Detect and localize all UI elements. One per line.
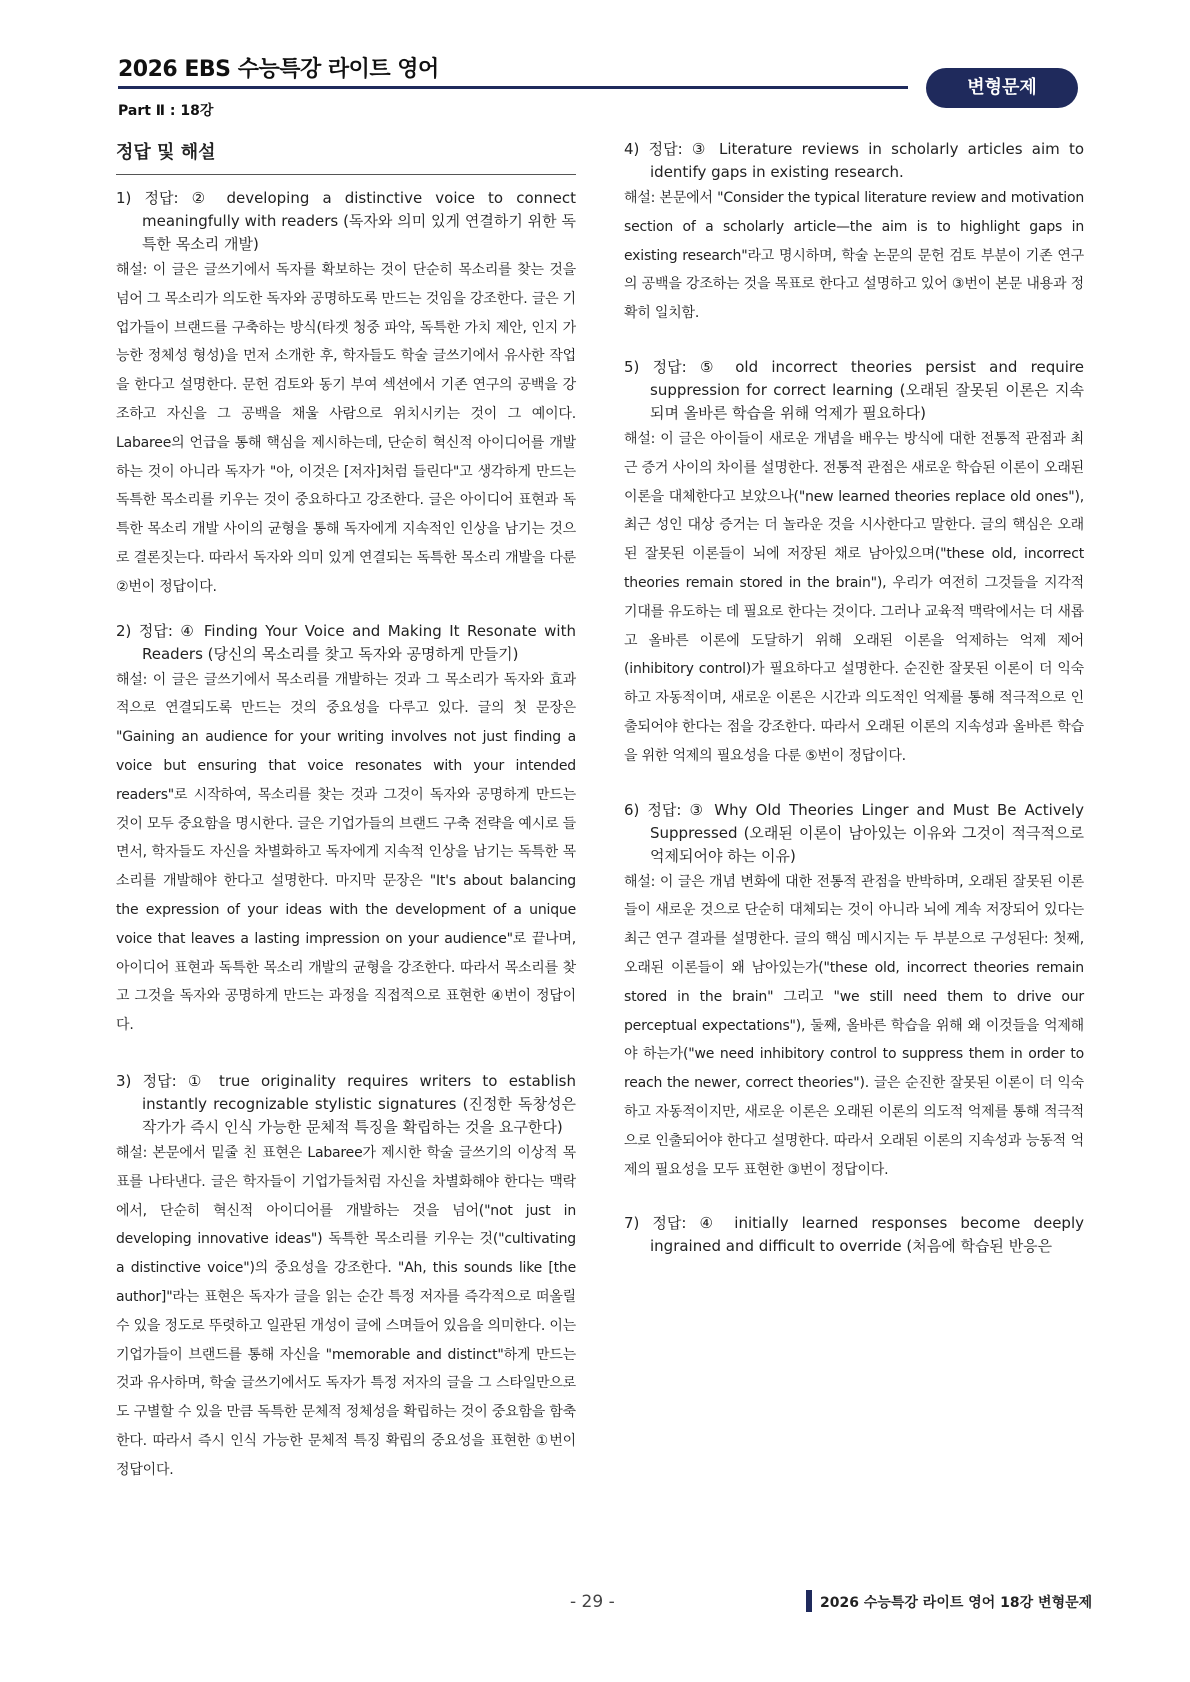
- answer-item-5: [624, 356, 1084, 771]
- part-label: Part Ⅱ : 18강: [118, 103, 214, 119]
- answer-item-3: [116, 1070, 576, 1485]
- explanation: 해설: 이 글은 아이들이 새로운 개념을 배우는 방식에 대한 전통적 관점과 최근 증거 사이의 차이를 설명한다. 전통적 관점은 새로운 학습된 이론이 오래된 이론을 대체한다고 보았으나("new learned theories replace old ones"), 최근 성인 대상 증거는 더 놀라운 것을 시사한다고 말한다. 글의 핵심은 오래된 잘못된 이론들이 뇌에 저장된 채로 남아있으며("these old, incorrect theories remain stored in the brain"), 우리가 여전히 그것들을 지각적 기대를 유도하는 데 필요로 한다는 것이다. 그러나 교육적 맥락에서는 더 새롭고 올바른 이론에 도달하기 위해 오래된 이론을 억제하는 억제 제어(inhibitory control)가 필요하다고 설명한다. 순진한 잘못된 이론이 더 익숙하고 자동적이며, 새로운 이론은 시간과 의도적인 억제를 통해 적극적으로 인출되어야 한다는 점을 강조한다. 따라서 오래된 이론의 지속성과 올바른 학습을 위한 억제의 필요성을 다룬 ⑤번이 정답이다.: [624, 430, 1084, 764]
- explanation: 해설: 이 글은 개념 변화에 대한 전통적 관점을 반박하며, 오래된 잘못된 이론들이 새로운 것으로 단순히 대체되는 것이 아니라 뇌에 계속 저장되어 있다는 최근 연구 결과를 설명한다. 글의 핵심 메시지는 두 부분으로 구성된다: 첫째, 오래된 이론들이 왜 남아있는가("these old, incorrect theories remain stored in the brain" 그리고 "we still need them to drive our perceptual expectations"), 둘째, 올바른 학습을 위해 왜 이것들을 억제해야 하는가("we need inhibitory control to suppress them in order to reach the newer, correct theories"). 글은 순진한 잘못된 이론이 더 익숙하고 자동적이지만, 새로운 이론은 오래된 이론의 의도적 억제를 통해 적극적으로 인출되어야 한다고 설명한다. 따라서 오래된 이론의 지속성과 능동적 억제의 필요성을 모두 표현한 ③번이 정답이다.: [624, 873, 1084, 1178]
- page-number: - 29 -: [570, 1592, 615, 1612]
- answer-line: 6) 정답: ③ Why Old Theories Linger and Must Be Actively Suppressed (오래된 이론이 남아있는 이유와 그것이 적극적으로 억제되어야 하는 이유): [624, 800, 1084, 865]
- answer-line: 3) 정답: ① true originality requires writers to establish instantly recognizable stylistic signatures (진정한 독창성은 작가가 즉시 인식 가능한 문체적 특징을 확립하는 것을 요구한다): [116, 1071, 576, 1136]
- section-title: 정답 및 해설: [116, 138, 576, 175]
- section-badge: 변형문제: [926, 68, 1078, 108]
- left-column: [116, 138, 576, 1484]
- answer-item-7: [624, 1212, 1084, 1258]
- explanation: 해설: 본문에서 밑줄 친 표현은 Labaree가 제시한 학술 글쓰기의 이상적 목표를 나타낸다. 글은 학자들이 기업가들처럼 자신을 차별화해야 한다는 맥락에서, 단순히 혁신적 아이디어를 개발하는 것을 넘어("not just in developing innovative ideas") 독특한 목소리를 키우는 것("cultivating a distinctive voice")의 중요성을 강조한다. "Ah, this sounds like [the author]"라는 표현은 독자가 글을 읽는 순간 특정 저자를 즉각적으로 떠올릴 수 있을 정도로 뚜렷하고 일관된 개성이 글에 스며들어 있음을 의미한다. 이는 기업가들이 브랜드를 통해 자신을 "memorable and distinct"하게 만드는 것과 유사하며, 학술 글쓰기에서도 독자가 특정 저자의 글을 그 스타일만으로도 구별할 수 있을 만큼 독특한 문체적 정체성을 확립하는 것이 중요함을 함축한다. 따라서 즉시 인식 가능한 문체적 특징 확립의 중요성을 표현한 ①번이 정답이다.: [116, 1144, 576, 1478]
- header-rule: [118, 86, 908, 89]
- answer-line: 1) 정답: ② developing a distinctive voice to connect meaningfully with readers (독자와 의미 있게 연결하기 위한 독특한 목소리 개발): [116, 189, 576, 253]
- explanation: 해설: 본문에서 "Consider the typical literature review and motivation section of a scholarly article—the aim is to highlight gaps in existing research"라고 명시하며, 학술 논문의 문헌 검토 부분이 기존 연구의 공백을 강조하는 것을 목표로 한다고 설명하고 있어 ③번이 본문 내용과 정확히 일치함.: [624, 190, 1084, 322]
- answer-item-1: [116, 187, 576, 602]
- answer-line: 4) 정답: ③ Literature reviews in scholarly articles aim to identify gaps in existing research.: [624, 140, 1084, 181]
- footer-marker: [806, 1590, 812, 1612]
- document-title: 2026 EBS 수능특강 라이트 영어: [118, 57, 439, 82]
- answer-line: 2) 정답: ④ Finding Your Voice and Making It Resonate with Readers (당신의 목소리를 찾고 독자와 공명하게 만들기): [116, 621, 576, 663]
- answer-line: 7) 정답: ④ initially learned responses become deeply ingrained and difficult to override (처음에 학습된 반응은: [624, 1214, 1084, 1256]
- answer-item-4: [624, 138, 1084, 328]
- right-column: [624, 138, 1084, 1258]
- answer-item-2: [116, 620, 576, 1040]
- answer-line: 5) 정답: ⑤ old incorrect theories persist and require suppression for correct learning (오래된 잘못된 이론은 지속되며 올바른 학습을 위해 억제가 필요하다): [624, 357, 1084, 422]
- explanation: 해설: 이 글은 글쓰기에서 목소리를 개발하는 것과 그 목소리가 독자와 효과적으로 연결되도록 만드는 것의 중요성을 다루고 있다. 글의 첫 문장은 "Gaining an audience for your writing involves not just finding a voice but ensuring that voice resonates with your intended readers"로 시작하여, 목소리를 찾는 것과 그것이 독자와 공명하게 만드는 것이 모두 중요함을 명시한다. 글은 기업가들의 브랜드 구축 전략을 예시로 들면서, 학자들도 자신을 차별화하고 독자에게 지속적 인상을 남기는 독특한 목소리를 개발해야 한다고 설명한다. 마지막 문장은 "It's about balancing the expression of your ideas with the development of a unique voice that leaves a lasting impression on your audience"로 끝나며, 아이디어 표현과 독특한 목소리 개발의 균형을 강조한다. 따라서 목소리를 찾고 그것을 독자와 공명하게 만드는 과정을 직접적으로 표현한 ④번이 정답이다.: [116, 671, 576, 1034]
- answer-item-6: [624, 799, 1084, 1185]
- footer-title: 2026 수능특강 라이트 영어 18강 변형문제: [820, 1595, 1093, 1611]
- explanation: 해설: 이 글은 글쓰기에서 독자를 확보하는 것이 단순히 목소리를 찾는 것을 넘어 그 목소리가 의도한 독자와 공명하도록 만드는 것임을 강조한다. 글은 기업가들이 브랜드를 구축하는 방식(타겟 청중 파악, 독특한 가치 제안, 인지 가능한 정체성 형성)을 먼저 소개한 후, 학자들도 학술 글쓰기에서 유사한 작업을 한다고 설명한다. 문헌 검토와 동기 부여 섹션에서 기존 연구의 공백을 강조하고 자신을 그 공백을 채울 사람으로 위치시키는 것이 그 예이다. Labaree의 언급을 통해 핵심을 제시하는데, 단순히 혁신적 아이디어를 개발하는 것이 아니라 독자가 "아, 이것은 [저자]처럼 들린다"고 생각하게 만드는 독특한 목소리를 키우는 것이 중요하다고 강조한다. 글은 아이디어 표현과 독특한 목소리 개발 사이의 균형을 통해 독자에게 지속적인 인상을 남기는 것으로 결론짓는다. 따라서 독자와 의미 있게 연결되는 독특한 목소리 개발을 다룬 ②번이 정답이다.: [116, 262, 576, 595]
